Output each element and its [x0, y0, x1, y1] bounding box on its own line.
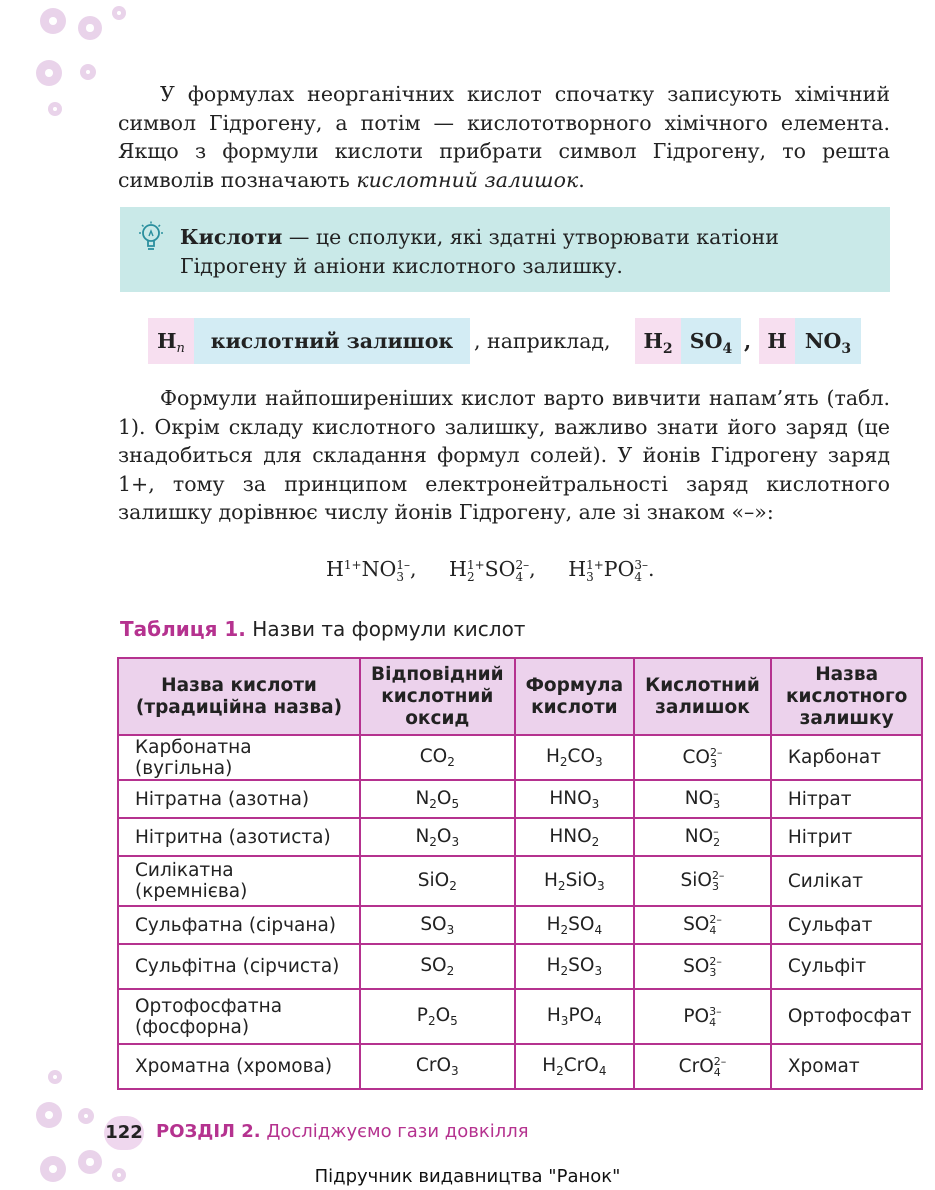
formula-subscript: 3 [591, 796, 600, 811]
residue-charge [710, 747, 723, 769]
example2-hydrogen-chip: H [759, 318, 795, 364]
ion2-h-sup: 1+ [466, 557, 485, 572]
formula-subscript: 3 [594, 964, 603, 978]
table-row [118, 780, 922, 818]
residue-sup: – [713, 787, 719, 800]
formula-subscript: 2 [429, 796, 437, 811]
formula-subscript: 4 [594, 922, 603, 937]
formula-subscript: 2 [447, 755, 455, 769]
header-oxide: Відповідний кислотний оксид [360, 658, 515, 735]
formula-subscript: 2 [560, 922, 569, 937]
formula-part: H [544, 869, 558, 891]
residue-sub: 4 [713, 1065, 721, 1079]
formula-part: SO [420, 955, 447, 976]
residue-formula: NO [684, 788, 714, 809]
formula-part: H [546, 913, 561, 935]
oxide-cell [360, 818, 515, 856]
residue-sub: 3 [709, 965, 717, 979]
acids-table [117, 657, 923, 1090]
ion-formulas [326, 557, 681, 583]
residue-charge [709, 1006, 722, 1028]
formula-part: CO [419, 746, 448, 767]
ion1-res-sub: 3 [396, 569, 404, 584]
formula-part: SO [568, 913, 595, 935]
formula-subscript: 2 [559, 755, 568, 769]
acid-name-cell: Нітратна (азотна) [118, 780, 360, 818]
formula-part: SO [568, 955, 595, 976]
formula-subscript: 4 [598, 1064, 607, 1078]
formula-part: SiO [417, 869, 450, 891]
residue-name-cell: Ортофосфат [771, 989, 923, 1044]
formula-subscript: 2 [449, 878, 457, 893]
residue-sub: 4 [709, 1015, 717, 1029]
residue-name-cell: Хромат [771, 1044, 923, 1089]
acid-name-cell: Нітритна (азотиста) [118, 818, 360, 856]
intro-italic-term: кислотний залишок [356, 167, 579, 192]
formula-part: N [415, 825, 430, 847]
schema-h: H [157, 329, 177, 353]
residue-cell [634, 818, 771, 856]
oxide-cell [360, 856, 515, 906]
acid-formula-cell [515, 818, 635, 856]
ex2-res-sub: 3 [841, 341, 852, 357]
definition-box [120, 207, 890, 292]
acid-name-cell: Сульфатна (сірчана) [118, 906, 360, 944]
acid-formula-cell [515, 780, 635, 818]
residue-sub: 3 [711, 880, 719, 893]
table-caption [120, 617, 525, 641]
residue-sub: 3 [713, 798, 721, 811]
acid-formula-cell [515, 735, 635, 780]
residue-cell [634, 1044, 771, 1089]
table-row [118, 906, 922, 944]
ex1-res-sub: 4 [722, 341, 733, 357]
residue-cell [634, 856, 771, 906]
formula-subscript: 2 [429, 834, 437, 849]
residue-charge [709, 956, 722, 978]
example2-residue-chip [795, 318, 861, 364]
chapter-name: Досліджуємо гази довкілля [266, 1121, 529, 1142]
residue-cell [634, 906, 771, 944]
residue-formula: SO [683, 955, 710, 977]
table-row [118, 735, 922, 780]
ex1-h-sub: 2 [662, 341, 673, 357]
formula-part: H [545, 746, 560, 767]
schema-residue-chip: кислотний залишок [194, 318, 470, 364]
example1-hydrogen-chip [635, 318, 681, 364]
schema-comma: , [744, 329, 752, 353]
formula-subscript: 2 [557, 878, 566, 893]
formula-subscript: 3 [595, 755, 603, 769]
acid-formula-cell [515, 856, 635, 906]
page-number: 122 [104, 1116, 144, 1150]
residue-cell [634, 944, 771, 989]
formula-part: SiO [565, 869, 598, 891]
residue-sup: 2– [709, 913, 722, 926]
formula-part: O [436, 787, 452, 809]
publisher-line: Підручник видавництва "Ранок" [314, 1166, 621, 1187]
table-row [118, 818, 922, 856]
header-acid-name: Назва кислоти (традиційна назва) [118, 658, 360, 735]
ex2-res: NO [804, 329, 842, 353]
formula-part: HNO [549, 787, 592, 809]
formula-part: H [542, 1055, 557, 1076]
intro-paragraph [118, 80, 890, 194]
acid-formula-cell [515, 989, 635, 1044]
ion1-after: , [409, 557, 417, 581]
ion2-res: SO [484, 557, 516, 581]
residue-name-cell: Сульфат [771, 906, 923, 944]
formula-subscript: 3 [451, 834, 460, 849]
residue-cell [634, 989, 771, 1044]
formula-part: H [546, 955, 561, 976]
oxide-cell [360, 989, 515, 1044]
residue-charge [714, 1056, 727, 1078]
formula-subscript: 3 [451, 1064, 459, 1078]
formula-subscript: 2 [591, 834, 600, 849]
formula-part: N [415, 787, 430, 809]
formula-part: P [416, 1005, 428, 1026]
header-residue-name: Назва кислотного залишку [771, 658, 923, 735]
formula-subscript: 2 [560, 964, 569, 978]
ion-formula-1: H 1+ NO 1– 3 , [326, 557, 417, 584]
residue-name-cell: Силікат [771, 856, 923, 906]
residue-sup: 2– [709, 954, 722, 968]
ion1-res-sup: 1– [396, 557, 410, 572]
charge-paragraph [118, 384, 890, 527]
residue-name-cell: Карбонат [771, 735, 923, 780]
chapter-label: РОЗДІЛ 2. [156, 1121, 261, 1142]
ex1-h: H [643, 329, 663, 353]
formula-part: H [546, 1005, 561, 1026]
ion1-res: NO [361, 557, 397, 581]
acid-name-cell: Силікатна (кремнієва) [118, 856, 360, 906]
oxide-cell [360, 1044, 515, 1089]
ex1-res: SO [689, 329, 723, 353]
residue-charge [713, 826, 720, 848]
ion2-res-sub: 4 [515, 569, 524, 584]
formula-part: HNO [549, 825, 592, 847]
ion1-h-sub [344, 571, 362, 583]
formula-subscript: 5 [450, 1014, 458, 1028]
oxide-cell [360, 735, 515, 780]
acid-formula-cell [515, 1044, 635, 1089]
ion-formula-3: H 1+ 3 PO 3– 4 . [568, 557, 655, 584]
ion3-res-sub: 4 [634, 569, 643, 584]
ion2-after: , [529, 557, 536, 581]
residue-formula: CO [682, 746, 710, 768]
intro-end: . [578, 167, 585, 192]
table-row [118, 989, 922, 1044]
residue-sup: – [713, 825, 719, 838]
residue-name-cell: Нітрат [771, 780, 923, 818]
schema-hydrogen-chip [148, 318, 194, 364]
definition-text [180, 223, 870, 281]
table-row [118, 1044, 922, 1089]
residue-sup: 2– [711, 869, 725, 882]
acid-name-cell: Ортофосфатна (фосфорна) [118, 989, 360, 1044]
table-header-row [118, 658, 922, 735]
ion3-after: . [648, 557, 655, 581]
residue-sup: 2– [709, 745, 723, 759]
residue-sub: 4 [709, 924, 717, 937]
formula-part: O [435, 1005, 451, 1026]
residue-sup: 3– [709, 1004, 722, 1018]
table-caption-label: Таблиця 1. [120, 617, 246, 641]
formula-part: O [436, 825, 452, 847]
formula-subscript: 3 [446, 922, 455, 937]
formula-subscript: 3 [597, 878, 605, 893]
residue-formula: SO [683, 914, 710, 935]
intro-text: У формулах неорганічних кислот спочатку записують хімічний символ Гідрогену, а потім — кислототворного хімічного елемента. Якщо з формули кислоти прибрати символ Гідрогену, то решта символів позначають [118, 82, 890, 192]
ion3-res: PO [603, 557, 635, 581]
schema-example-text: , наприклад, [474, 329, 611, 353]
chapter-title [156, 1121, 529, 1142]
formula-part: CO [567, 746, 596, 767]
acid-name-cell: Хроматна (хромова) [118, 1044, 360, 1089]
residue-name-cell: Сульфіт [771, 944, 923, 989]
oxide-cell [360, 906, 515, 944]
formula-subscript: 2 [427, 1014, 436, 1028]
residue-formula: CrO [678, 1055, 714, 1077]
definition-term: Кислоти [180, 225, 283, 249]
residue-sub: 2 [713, 836, 721, 849]
residue-formula: SiO [680, 870, 712, 891]
ion-formula-2: H 1+ 2 SO 2– 4 , [449, 557, 536, 584]
schema-n: n [176, 341, 185, 356]
table-row [118, 856, 922, 906]
residue-charge [712, 870, 725, 892]
acid-formula-cell [515, 944, 635, 989]
acid-name-cell: Сульфітна (сірчиста) [118, 944, 360, 989]
formula-subscript: 2 [446, 964, 455, 978]
table-caption-text: Назви та формули кислот [252, 617, 526, 641]
definition-body: — це сполуки, які здатні утворювати катіони Гідрогену й аніони кислотного залишку. [180, 225, 779, 278]
oxide-cell [360, 780, 515, 818]
formula-part: CrO [563, 1055, 599, 1076]
example1-residue-chip [681, 318, 741, 364]
acid-name-cell: Карбонатна (вугільна) [118, 735, 360, 780]
formula-subscript: 3 [560, 1014, 569, 1028]
residue-charge [709, 914, 722, 936]
formula-subscript: 5 [451, 796, 460, 811]
residue-sub: 3 [709, 756, 717, 770]
ion2-res-sup: 2– [515, 557, 530, 572]
residue-formula: PO [683, 1005, 710, 1027]
formula-subscript: 4 [594, 1014, 602, 1028]
header-formula: Формула кислоти [515, 658, 635, 735]
ion3-res-sup: 3– [634, 557, 649, 572]
residue-formula: NO [684, 826, 714, 847]
ion3-h-sub: 3 [586, 569, 594, 584]
header-residue: Кислотний залишок [634, 658, 771, 735]
oxide-cell [360, 944, 515, 989]
formula-part: SO [420, 913, 447, 935]
formula-part: PO [568, 1005, 595, 1026]
formula-part: CrO [415, 1055, 452, 1076]
residue-name-cell: Нітрит [771, 818, 923, 856]
residue-cell [634, 735, 771, 780]
ion3-h-sup: 1+ [586, 557, 604, 572]
ion1-h-sup: 1+ [343, 557, 362, 572]
residue-sup: 2– [713, 1054, 727, 1068]
table-row [118, 944, 922, 989]
residue-cell [634, 780, 771, 818]
residue-charge [713, 788, 720, 810]
lightbulb-icon [136, 221, 168, 253]
formula-subscript: 2 [556, 1064, 564, 1078]
ion2-h-sub: 2 [466, 569, 475, 584]
charge-text: Формули найпоширеніших кислот варто вивчити напам’ять (табл. 1). Окрім складу кислотного залишку, важливо знати його заряд (це знадобиться для складання формул солей). У йонів Гідрогену заряд 1+, тому за принципом електронейтральності заряд кислотного залишку дорівнює числу йонів Гідрогену, але зі знаком «–»: [118, 386, 890, 524]
acid-formula-cell [515, 906, 635, 944]
